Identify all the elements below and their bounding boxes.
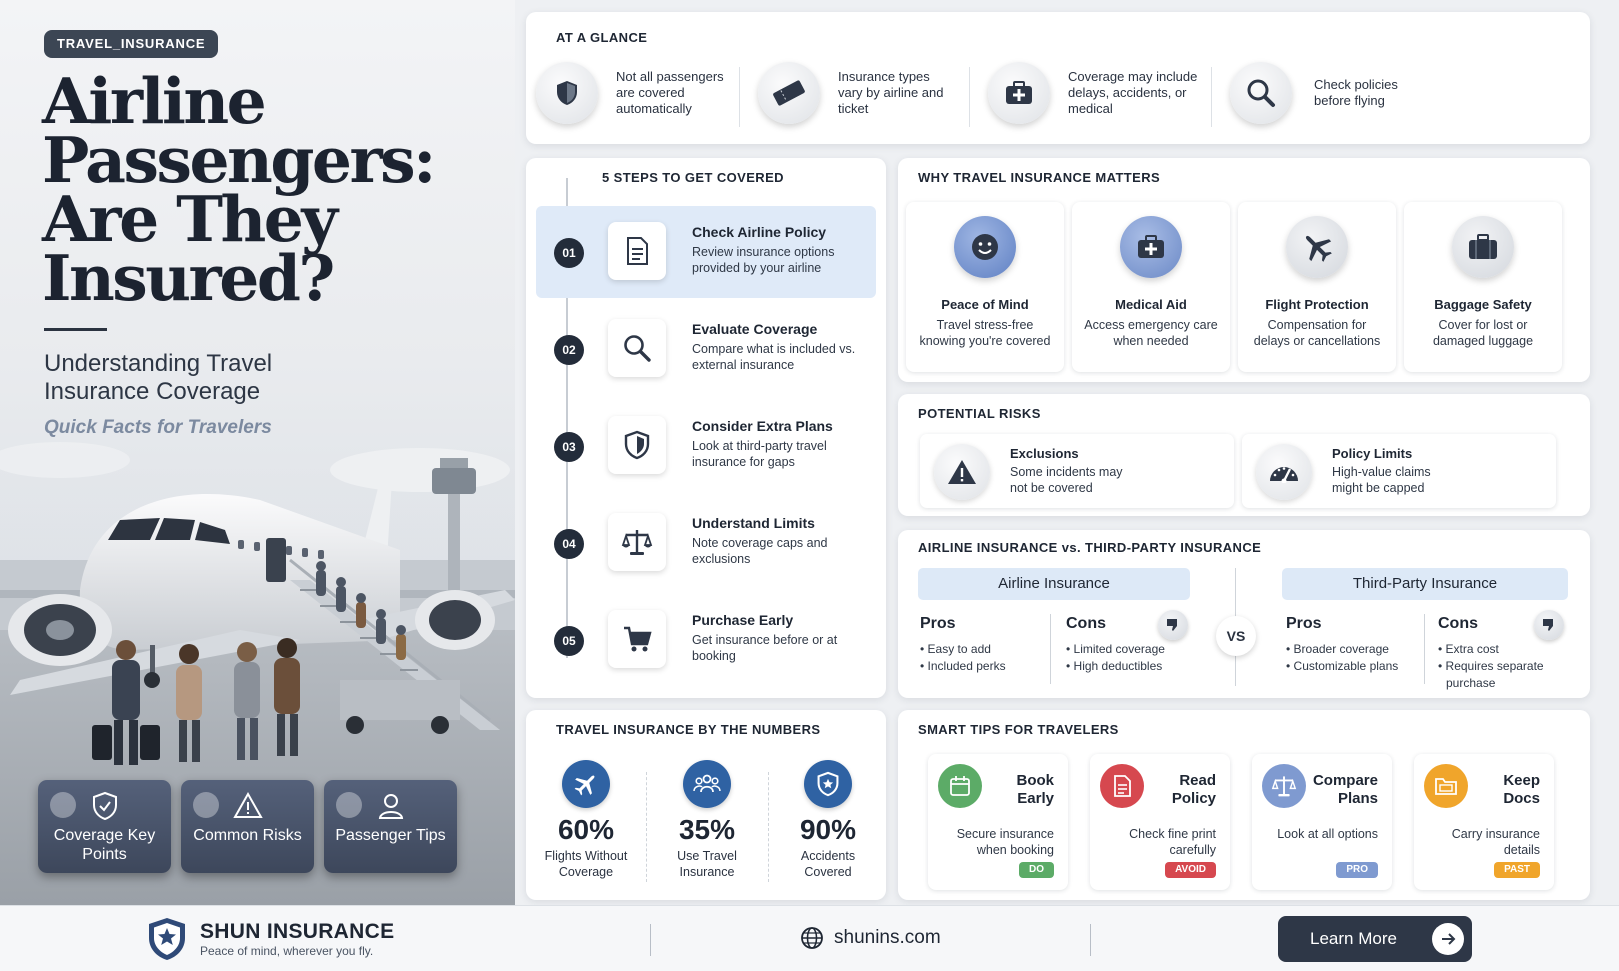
stat-label: Accidents Covered [800, 849, 856, 879]
smart-tips-panel [898, 710, 1590, 900]
card-indicator [50, 792, 76, 818]
shield-check-icon [89, 790, 121, 822]
glance-item [1230, 62, 1420, 124]
glance-text: Insurance types vary by airline and ticket [838, 69, 944, 116]
stat-value: 35% [678, 814, 736, 845]
thumbs-down-icon [1534, 610, 1564, 640]
risk-title: Policy Limits [1332, 446, 1413, 461]
benefit-card [1404, 202, 1562, 372]
stat-item [773, 760, 883, 880]
potential-risks-panel [898, 394, 1590, 516]
step-number: 03 [554, 432, 584, 462]
why-insurance-panel [898, 158, 1590, 382]
section-title: WHY TRAVEL INSURANCE MATTERS [918, 170, 1161, 185]
glance-item [536, 62, 736, 124]
tip-badge: AVOID [1165, 862, 1216, 878]
learn-more-button[interactable] [1278, 916, 1472, 962]
document-icon [608, 222, 666, 280]
list-item: • High deductibles [1066, 659, 1163, 673]
step-item[interactable] [536, 594, 876, 686]
page-title [42, 64, 492, 315]
smile-icon [954, 216, 1016, 278]
versus-badge: VS [1216, 616, 1256, 656]
card-indicator [336, 792, 362, 818]
tip-title: Compare Plans [1312, 772, 1378, 807]
step-title: Evaluate Coverage [692, 321, 818, 337]
list-item: • Extra cost [1438, 642, 1499, 656]
list-item: purchase [1446, 676, 1496, 690]
step-title: Check Airline Policy [692, 224, 827, 240]
divider [646, 772, 647, 882]
card-indicator [193, 792, 219, 818]
divider [969, 67, 970, 127]
comparison-panel [898, 530, 1590, 698]
steps-panel [526, 158, 886, 698]
stat-item [531, 760, 641, 880]
warning-icon [232, 790, 264, 822]
step-title: Consider Extra Plans [692, 418, 833, 434]
suitcase-icon [1452, 216, 1514, 278]
benefit-description: Access emergency care when needed [1084, 318, 1218, 348]
medical-kit-icon [1120, 216, 1182, 278]
button-label: Learn More [1310, 929, 1397, 948]
benefit-card [1238, 202, 1396, 372]
step-number: 02 [554, 335, 584, 365]
risk-card [920, 434, 1234, 508]
stat-value: 60% [557, 814, 615, 845]
step-number: 01 [554, 238, 584, 268]
shield-icon [536, 62, 598, 124]
list-item: • Included perks [920, 659, 1006, 673]
tip-title: Keep Docs [1503, 772, 1540, 807]
section-title: 5 STEPS TO GET COVERED [602, 170, 784, 185]
benefit-title: Peace of Mind [941, 297, 1029, 312]
title-line: Airline [42, 64, 265, 138]
quick-facts-label: Quick Facts for Travelers [44, 417, 272, 438]
gauge-icon [1256, 444, 1312, 500]
title-line: Are They [42, 182, 336, 256]
tip-title: Read Policy [1171, 772, 1216, 807]
shield-icon [804, 760, 852, 808]
tip-description: Secure insurance when booking [956, 827, 1054, 857]
step-title: Purchase Early [692, 612, 794, 628]
shield-icon [608, 416, 666, 474]
thumbs-down-icon [1158, 610, 1188, 640]
step-item[interactable] [536, 303, 876, 395]
stat-label: Flights Without Coverage [544, 849, 628, 879]
airline-insurance-header: Airline Insurance [918, 568, 1190, 600]
tip-badge: PRO [1336, 862, 1378, 878]
benefit-description: Compensation for delays or cancellations [1253, 318, 1381, 348]
cons-title: Cons [1438, 615, 1478, 632]
footer-bar [0, 905, 1619, 971]
step-title: Understand Limits [692, 515, 815, 531]
title-line: Insured? [42, 241, 333, 315]
brand-tagline: Peace of mind, wherever you fly. [200, 944, 374, 958]
divider [650, 924, 651, 956]
tip-description: Check fine print carefully [1129, 827, 1216, 857]
list-item: • Easy to add [920, 642, 991, 656]
benefit-title: Baggage Safety [1434, 297, 1532, 312]
plane-icon [562, 760, 610, 808]
cons-title: Cons [1066, 615, 1106, 632]
divider [739, 67, 740, 127]
person-icon [375, 790, 407, 822]
at-a-glance-panel [526, 12, 1590, 144]
section-title: SMART TIPS FOR TRAVELERS [918, 722, 1119, 737]
step-description: Review insurance options provided by your airline [692, 245, 835, 275]
section-title: TRAVEL INSURANCE BY THE NUMBERS [556, 722, 821, 737]
scales-icon [1262, 764, 1306, 808]
step-number: 04 [554, 529, 584, 559]
step-item[interactable] [536, 400, 876, 492]
brand-shield-logo-icon [146, 916, 188, 962]
calendar-icon [938, 764, 982, 808]
card-label: Common Risks [193, 827, 302, 844]
risk-card [1242, 434, 1556, 508]
step-number: 05 [554, 626, 584, 656]
tip-card [1414, 754, 1554, 890]
step-description: Compare what is included vs. external insurance [692, 342, 856, 372]
section-title: AIRLINE INSURANCE vs. THIRD-PARTY INSURANCE [918, 540, 1262, 555]
section-title: POTENTIAL RISKS [918, 406, 1041, 421]
cart-icon [608, 610, 666, 668]
glance-text: Coverage may include delays, accidents, or medical [1068, 69, 1198, 116]
step-description: Note coverage caps and exclusions [692, 536, 828, 566]
step-item[interactable] [536, 206, 876, 298]
medical-kit-icon [988, 62, 1050, 124]
pros-title: Pros [1286, 615, 1322, 632]
stat-label: Use Travel Insurance [677, 849, 737, 879]
risk-description: High-value claims might be capped [1332, 465, 1431, 495]
tip-badge: DO [1019, 862, 1054, 878]
divider [768, 772, 769, 882]
card-label: Coverage Key Points [53, 827, 156, 863]
glance-item [988, 62, 1208, 124]
divider [1424, 614, 1425, 684]
hero-card-row [38, 780, 457, 873]
section-title: AT A GLANCE [556, 30, 648, 45]
passenger-tips-card[interactable] [324, 780, 457, 873]
glance-text: Not all passengers are covered automatically [616, 69, 724, 116]
benefit-description: Travel stress-free knowing you're covered [919, 318, 1051, 348]
plane-icon [1286, 216, 1348, 278]
glance-text: Check policies before flying [1314, 77, 1398, 108]
common-risks-card[interactable] [181, 780, 314, 873]
stat-item [652, 760, 762, 880]
numbers-panel [526, 710, 886, 900]
warning-icon [934, 444, 990, 500]
step-description: Look at third-party travel insurance for gaps [692, 439, 827, 469]
third-party-pros [1286, 615, 1416, 675]
search-icon [608, 319, 666, 377]
divider [1090, 924, 1091, 956]
ticket-icon [758, 62, 820, 124]
divider [1211, 67, 1212, 127]
category-tag: TRAVEL_INSURANCE [44, 30, 218, 58]
benefit-card [1072, 202, 1230, 372]
list-item: • Requires separate [1438, 659, 1544, 673]
globe-icon [800, 926, 824, 950]
tip-title: Book Early [1016, 772, 1054, 807]
risk-title: Exclusions [1010, 446, 1079, 461]
benefit-card [906, 202, 1064, 372]
divider [1050, 614, 1051, 684]
benefit-title: Flight Protection [1265, 297, 1369, 312]
arrow-right-icon [1432, 923, 1464, 955]
hero-section [0, 0, 515, 905]
pros-title: Pros [920, 615, 956, 632]
benefit-title: Medical Aid [1115, 297, 1187, 312]
page-subtitle: Understanding Travel Insurance Coverage [44, 350, 273, 405]
scales-icon [608, 513, 666, 571]
website-link[interactable] [800, 926, 941, 950]
card-label: Passenger Tips [335, 827, 446, 844]
brand-name: SHUN INSURANCE [200, 920, 395, 943]
coverage-key-points-card[interactable] [38, 780, 171, 873]
third-party-insurance-header: Third-Party Insurance [1282, 568, 1568, 600]
website-url: shunins.com [834, 927, 941, 948]
tip-card [1252, 754, 1392, 890]
step-item[interactable] [536, 497, 876, 589]
list-item: • Broader coverage [1286, 642, 1389, 656]
tip-description: Look at all options [1277, 827, 1378, 841]
title-line: Passengers: [42, 123, 434, 197]
tip-description: Carry insurance details [1451, 827, 1540, 857]
title-divider [44, 328, 107, 331]
people-icon [683, 760, 731, 808]
benefit-description: Cover for lost or damaged luggage [1432, 318, 1534, 348]
tip-badge: PAST [1494, 862, 1540, 878]
airline-pros [920, 615, 1040, 675]
step-description: Get insurance before or at booking [692, 633, 838, 663]
list-item: • Customizable plans [1286, 659, 1399, 673]
folder-icon [1424, 764, 1468, 808]
document-icon [1100, 764, 1144, 808]
tip-card [928, 754, 1068, 890]
stat-value: 90% [799, 814, 857, 845]
risk-description: Some incidents may not be covered [1010, 465, 1123, 495]
search-icon [1230, 62, 1292, 124]
tip-card [1090, 754, 1230, 890]
list-item: • Limited coverage [1066, 642, 1165, 656]
brand-block [146, 916, 394, 962]
glance-item [758, 62, 948, 124]
